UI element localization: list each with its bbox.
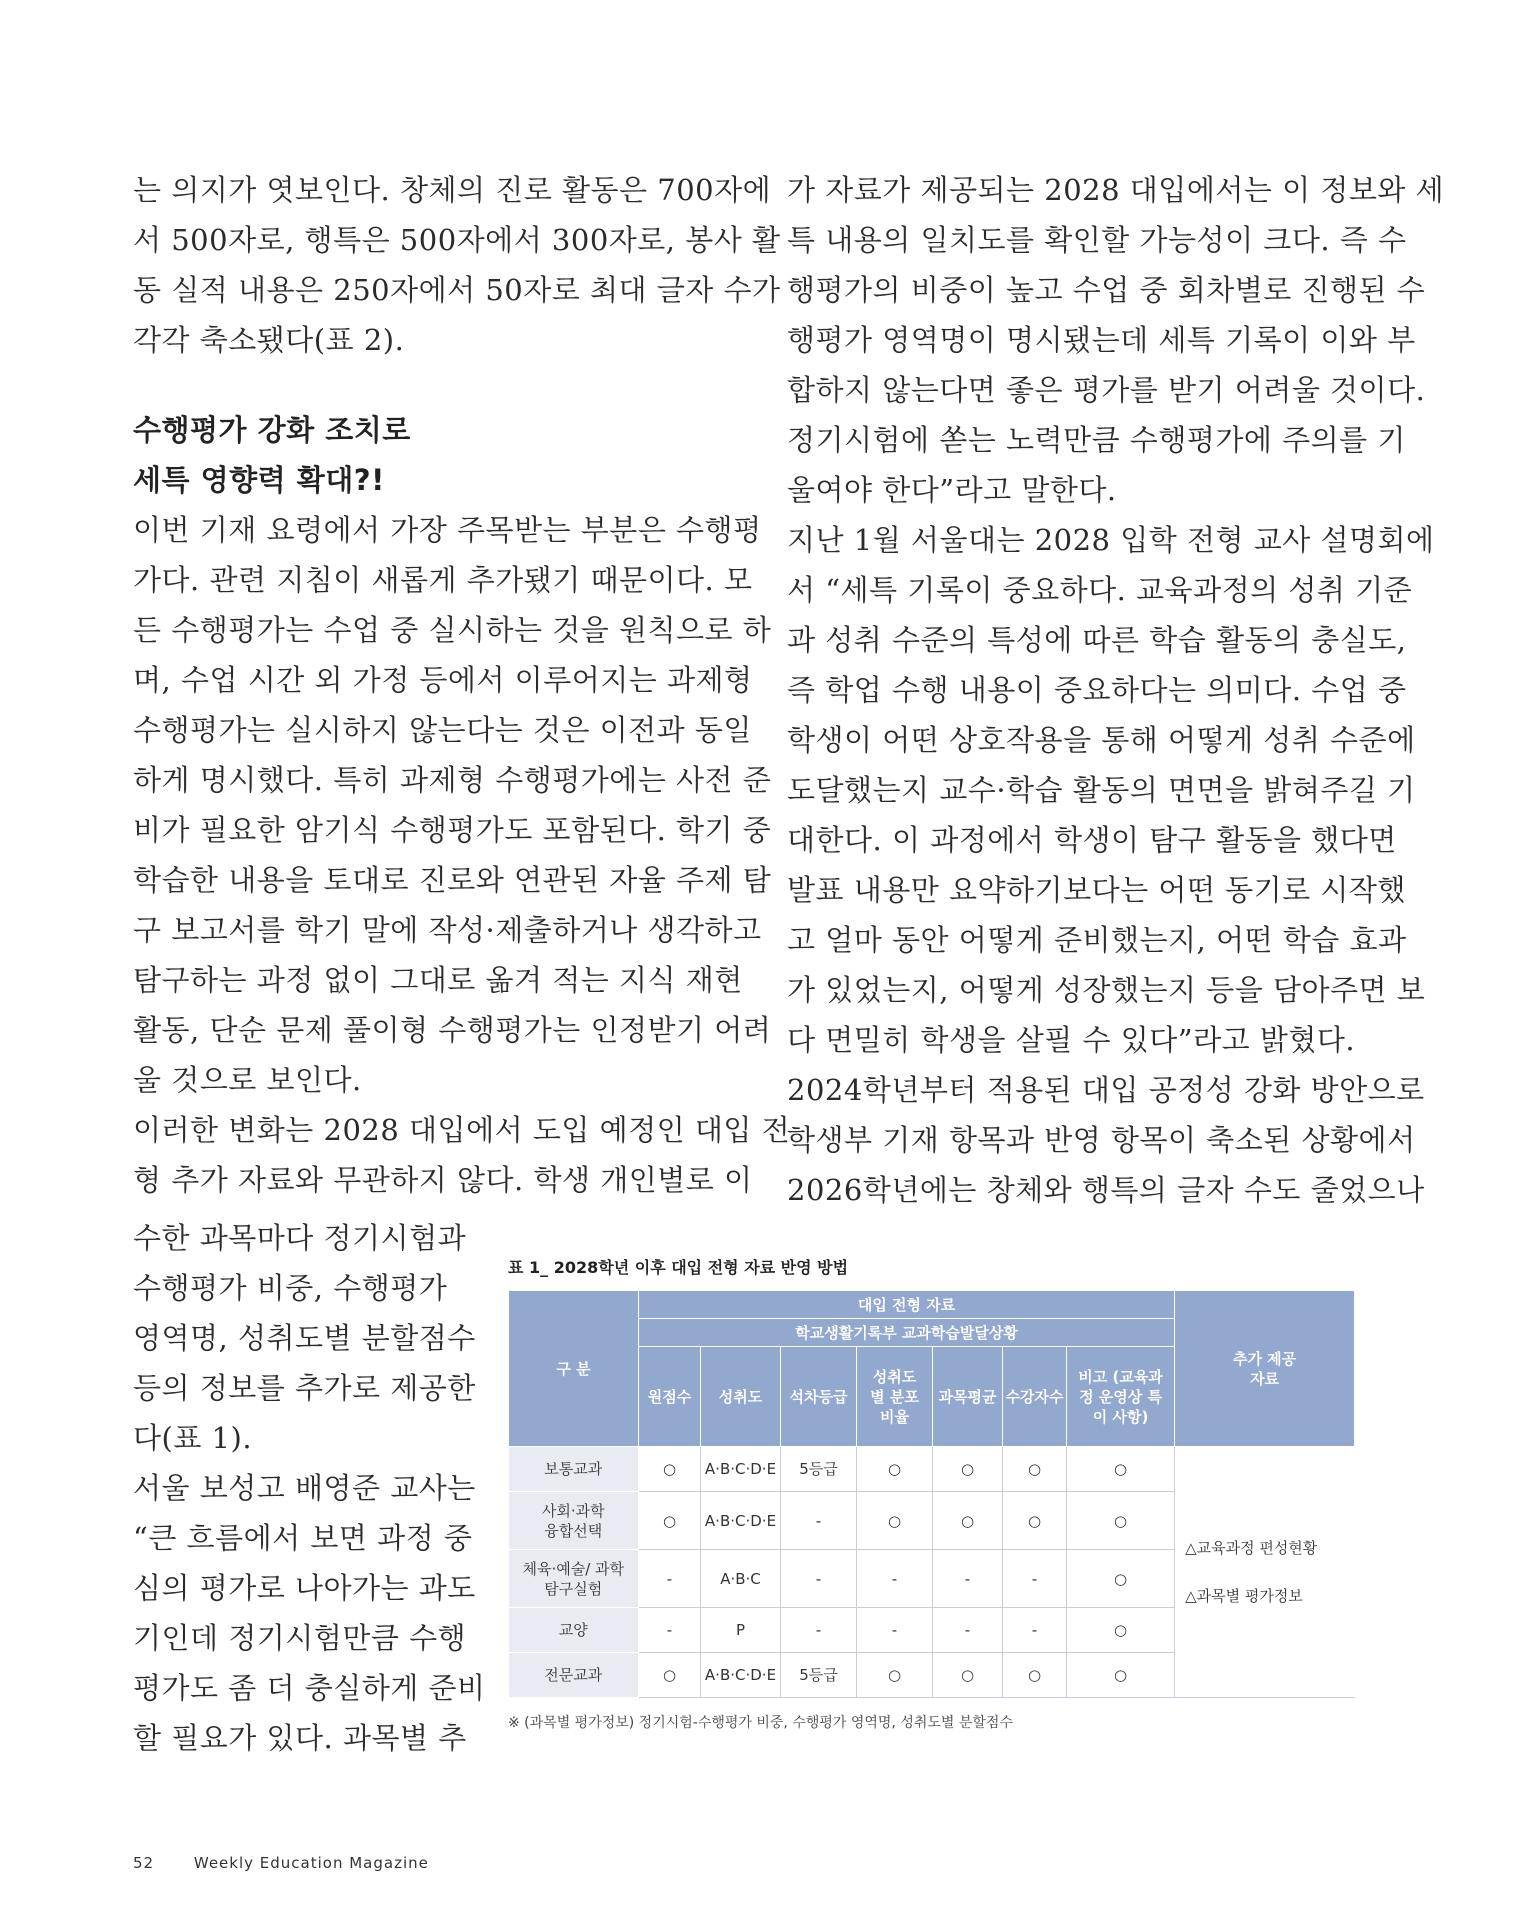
text-line: 며, 수업 시간 외 가정 등에서 이루어지는 과제형 (133, 663, 753, 697)
paragraph-2 (133, 505, 772, 1105)
text-line: 할 필요가 있다. 과목별 추 (133, 1721, 467, 1755)
table-cell: ○ (1067, 1447, 1175, 1492)
text-line: 심의 평가로 나아가는 과도 (133, 1571, 476, 1605)
text-line: 울여야 한다”라고 말한다. (787, 473, 1117, 507)
table-cell: - (781, 1550, 857, 1608)
text-line: 서 500자로, 행특은 500자에서 300자로, 봉사 활 (133, 223, 781, 257)
text-line: 든 수행평가는 수업 중 실시하는 것을 원칙으로 하 (133, 613, 772, 647)
text-line: 구 보고서를 학기 말에 작성·제출하거나 생각하고 (133, 913, 762, 947)
row-label: 전문교과 (509, 1653, 639, 1698)
text-line: 영역명, 성취도별 분할점수 (133, 1321, 476, 1355)
table-cell: ○ (1003, 1447, 1067, 1492)
header-category: 구 분 (509, 1291, 639, 1447)
text-line: 하게 명시했다. 특히 과제형 수행평가에는 사전 준 (133, 763, 772, 797)
text-line: 평가도 좀 더 충실하게 준비 (133, 1671, 486, 1705)
heading-line-2: 세특 영향력 확대?! (133, 463, 385, 497)
column-header-text: 비고 (교육과정 운영상 특이 사항) (1078, 1367, 1163, 1426)
column-header (857, 1347, 933, 1447)
text-line: 비가 필요한 암기식 수행평가도 포함된다. 학기 중 (133, 813, 772, 847)
text-line: 탐구하는 과정 없이 그대로 옮겨 적는 지식 재현 (133, 963, 743, 997)
paragraph-3 (133, 1105, 791, 1205)
text-line: 기인데 정기시험만큼 수행 (133, 1621, 467, 1655)
text-line: 발표 내용만 요약하기보다는 어떤 동기로 시작했 (787, 873, 1406, 907)
left-column (133, 165, 791, 1205)
text-line: 특 내용의 일치도를 확인할 가능성이 크다. 즉 수 (787, 223, 1407, 257)
column-header: 수강자수 (1003, 1347, 1067, 1447)
table-cell: - (1003, 1550, 1067, 1608)
text-line: 정기시험에 쏟는 노력만큼 수행평가에 주의를 기 (787, 423, 1406, 457)
table-cell: ○ (639, 1447, 701, 1492)
table-cell: A·B·C·D·E (701, 1653, 781, 1698)
table-cell: ○ (1067, 1608, 1175, 1653)
text-line: 수한 과목마다 정기시험과 (133, 1221, 467, 1255)
extra-data-cell (1175, 1447, 1355, 1698)
text-line: 등의 정보를 추가로 제공한 (133, 1371, 476, 1405)
table-cell: - (639, 1550, 701, 1608)
text-line: 각각 축소됐다(표 2). (133, 323, 405, 357)
paragraph-1 (133, 165, 781, 365)
table-cell: 5등급 (781, 1653, 857, 1698)
row-label: 보통교과 (509, 1447, 639, 1492)
column-header-text: 성취도별 분포비율 (870, 1367, 919, 1426)
table-cell: ○ (1067, 1492, 1175, 1550)
table-footnote: ※ (과목별 평가정보) 정기시험-수행평가 비중, 수행평가 영역명, 성취도별 분할점수 (508, 1715, 1013, 1731)
column-header: 석차등급 (781, 1347, 857, 1447)
table-cell: A·B·C·D·E (701, 1492, 781, 1550)
text-line: 다(표 1). (133, 1421, 253, 1455)
text-line: 행평가의 비중이 높고 수업 중 회차별로 진행된 수 (787, 273, 1426, 307)
section-heading (133, 405, 703, 505)
table-cell: ○ (857, 1492, 933, 1550)
header-extra (1175, 1291, 1355, 1447)
table-cell: ○ (857, 1653, 933, 1698)
extra-item: △과목별 평가정보 (1185, 1587, 1303, 1605)
column-header: 원점수 (639, 1347, 701, 1447)
text-line: 형 추가 자료와 무관하지 않다. 학생 개인별로 이 (133, 1163, 753, 1197)
table-cell: A·B·C·D·E (701, 1447, 781, 1492)
text-line: 학생이 어떤 상호작용을 통해 어떻게 성취 수준에 (787, 723, 1416, 757)
text-line: 즉 학업 수행 내용이 중요하다는 의미다. 수업 중 (787, 673, 1407, 707)
text-line: 이러한 변화는 2028 대입에서 도입 예정인 대입 전 (133, 1113, 791, 1147)
table-cell: - (639, 1608, 701, 1653)
table-figure (508, 1255, 1354, 1732)
text-line: 수행평가는 실시하지 않는다는 것은 이전과 동일 (133, 713, 752, 747)
text-line: 과 성취 수준의 특성에 따른 학습 활동의 충실도, (787, 623, 1407, 657)
text-line: 이번 기재 요령에서 가장 주목받는 부분은 수행평 (133, 513, 762, 547)
table-cell: ○ (1067, 1653, 1175, 1698)
left-narrow-column (133, 1213, 486, 1763)
row-label: 교양 (509, 1608, 639, 1653)
text-line: 울 것으로 보인다. (133, 1063, 362, 1097)
table-row (509, 1447, 1355, 1492)
right-column (787, 165, 1445, 1215)
magazine-name: Weekly Education Magazine (193, 1854, 429, 1872)
column-header: 성취도 (701, 1347, 781, 1447)
text-line: 가 자료가 제공되는 2028 대입에서는 이 정보와 세 (787, 173, 1445, 207)
table-cell: - (1003, 1608, 1067, 1653)
page-footer (133, 1854, 463, 1872)
text-line: 는 의지가 엿보인다. 창체의 진로 활동은 700자에 (133, 173, 772, 207)
text-line: 다 면밀히 학생을 살필 수 있다”라고 밝혔다. (787, 1023, 1356, 1057)
row-label-text: 사회·과학 융합선택 (541, 1501, 605, 1540)
table-cell: 5등급 (781, 1447, 857, 1492)
table-cell: ○ (1067, 1550, 1175, 1608)
text-line: 합하지 않는다면 좋은 평가를 받기 어려울 것이다. (787, 373, 1426, 407)
text-line: 동 실적 내용은 250자에서 50자로 최대 글자 수가 (133, 273, 781, 307)
row-label (509, 1492, 639, 1550)
table-cell: ○ (639, 1653, 701, 1698)
table-cell: ○ (933, 1492, 1003, 1550)
extra-item: △교육과정 편성현황 (1185, 1539, 1318, 1557)
text-line: 서 “세특 기록이 중요하다. 교육과정의 성취 기준 (787, 573, 1413, 607)
table-cell: - (857, 1550, 933, 1608)
text-line: 활동, 단순 문제 풀이형 수행평가는 인정받기 어려 (133, 1013, 772, 1047)
heading-line-1: 수행평가 강화 조치로 (133, 413, 411, 447)
text-line: 대한다. 이 과정에서 학생이 탐구 활동을 했다면 (787, 823, 1397, 857)
row-label-text: 체육·예술/ 과학탐구실험 (522, 1559, 625, 1598)
text-line: 2024학년부터 적용된 대입 공정성 강화 방안으로 (787, 1073, 1425, 1107)
text-line: 학습한 내용을 토대로 진로와 연관된 자율 주제 탐 (133, 863, 772, 897)
admission-data-table (508, 1290, 1355, 1698)
table-cell: ○ (1003, 1492, 1067, 1550)
text-line: 고 얼마 동안 어떻게 준비했는지, 어떤 학습 효과 (787, 923, 1407, 957)
table-cell: P (701, 1608, 781, 1653)
table-cell: - (781, 1492, 857, 1550)
text-line: 수행평가 비중, 수행평가 (133, 1271, 448, 1305)
table-title: 표 1_ 2028학년 이후 대입 전형 자료 반영 방법 (508, 1258, 849, 1277)
table-cell: - (781, 1608, 857, 1653)
text-line: 지난 1월 서울대는 2028 입학 전형 교사 설명회에 (787, 523, 1435, 557)
row-label (509, 1550, 639, 1608)
text-line: 2026학년에는 창체와 행특의 글자 수도 줄었으나 (787, 1173, 1425, 1207)
table-cell: - (857, 1608, 933, 1653)
text-line: “큰 흐름에서 보면 과정 중 (133, 1521, 473, 1555)
table-cell: A·B·C (701, 1550, 781, 1608)
text-line: 서울 보성고 배영준 교사는 (133, 1471, 476, 1505)
table-cell: ○ (933, 1447, 1003, 1492)
column-header: 과목평균 (933, 1347, 1003, 1447)
column-header (1067, 1347, 1175, 1447)
table-cell: ○ (857, 1447, 933, 1492)
table-cell: ○ (639, 1492, 701, 1550)
page-number: 52 (133, 1854, 155, 1872)
text-line: 도달했는지 교수·학습 활동의 면면을 밝혀주길 기 (787, 773, 1416, 807)
header-extra-text: 추가 제공 자료 (1232, 1349, 1297, 1388)
text-line: 가다. 관련 지침이 새롭게 추가됐기 때문이다. 모 (133, 563, 753, 597)
table-cell: ○ (1003, 1653, 1067, 1698)
table-cell: ○ (933, 1653, 1003, 1698)
table-cell: - (933, 1550, 1003, 1608)
text-line: 가 있었는지, 어떻게 성장했는지 등을 담아주면 보 (787, 973, 1426, 1007)
table-cell: - (933, 1608, 1003, 1653)
header-subgroup: 학교생활기록부 교과학습발달상황 (639, 1319, 1175, 1347)
header-group: 대입 전형 자료 (639, 1291, 1175, 1319)
text-line: 학생부 기재 항목과 반영 항목이 축소된 상황에서 (787, 1123, 1416, 1157)
text-line: 행평가 영역명이 명시됐는데 세특 기록이 이와 부 (787, 323, 1416, 357)
